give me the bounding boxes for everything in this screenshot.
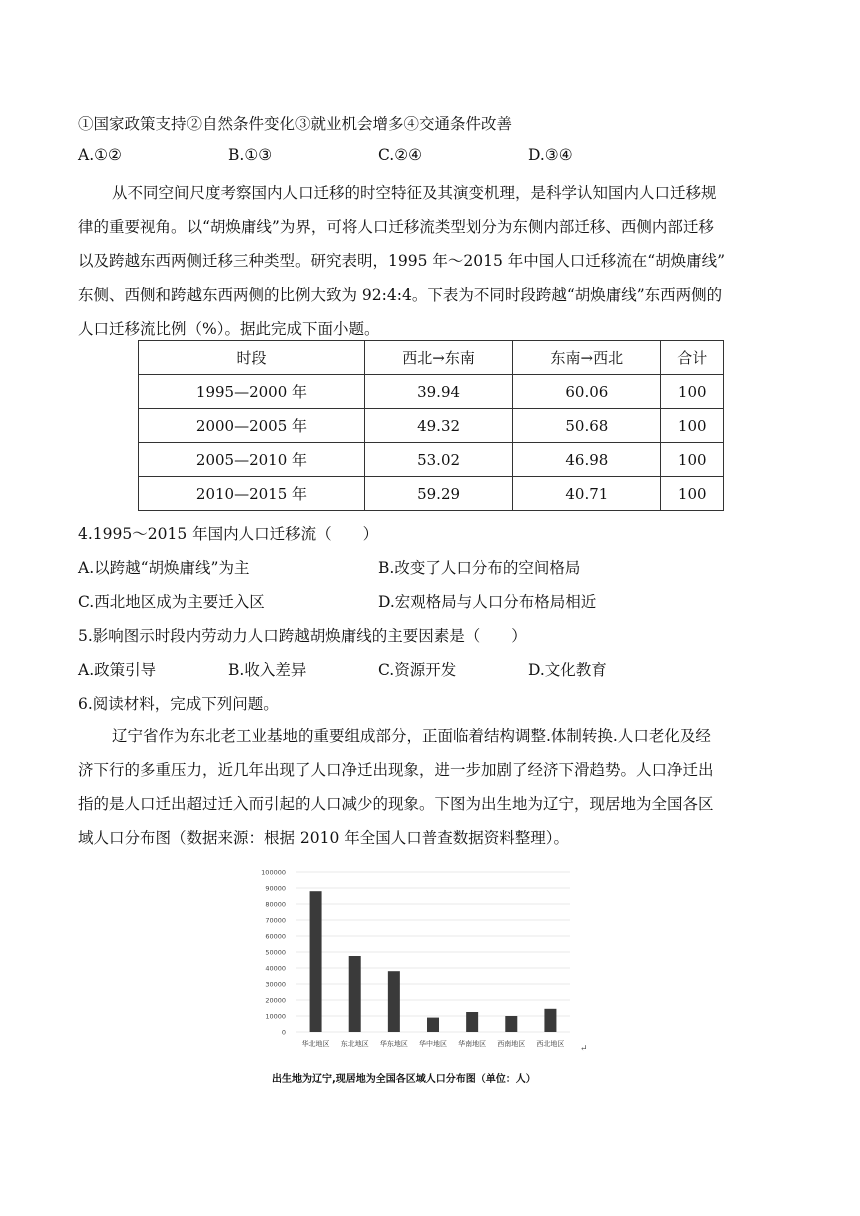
table-cell: 2000—2005 年 <box>139 409 365 443</box>
migration-ratio-table <box>138 340 724 511</box>
prev-option-d: D.③④ <box>528 146 573 164</box>
prev-option-b: B.①③ <box>228 146 273 164</box>
table-cell: 40.71 <box>513 477 661 511</box>
table-header: 合计 <box>661 341 724 375</box>
q4-option-b: B.改变了人口分布的空间格局 <box>378 559 581 577</box>
q5-option-a: A.政策引导 <box>78 661 157 679</box>
passage1-line-1: 从不同空间尺度考察国内人口迁移的时空特征及其演变机理，是科学认知国内人口迁移规 <box>112 184 717 202</box>
q4-option-a: A.以跨越“胡焕庸线”为主 <box>78 559 250 577</box>
q4-option-c: C.西北地区成为主要迁入区 <box>78 593 265 611</box>
q5-option-c: C.资源开发 <box>378 661 457 679</box>
table-cell: 53.02 <box>364 443 512 477</box>
x-tick-label: 华中地区 <box>419 1040 447 1048</box>
q5-option-d: D.文化教育 <box>528 661 607 679</box>
question-5-stem: 5.影响图示时段内劳动力人口跨越胡焕庸线的主要因素是（ ） <box>78 627 527 645</box>
table-header: 东南→西北 <box>513 341 661 375</box>
y-tick-label: 0 <box>281 1028 286 1037</box>
population-bar-chart <box>250 860 590 1060</box>
table-row <box>139 409 724 443</box>
y-tick-label: 40000 <box>265 964 286 973</box>
table-cell: 100 <box>661 375 724 409</box>
y-tick-label: 80000 <box>265 900 286 909</box>
y-tick-label: 50000 <box>265 948 286 957</box>
question-4-stem: 4.1995～2015 年国内人口迁移流（ ） <box>78 525 379 543</box>
table-cell: 60.06 <box>513 375 661 409</box>
y-tick-label: 70000 <box>265 916 286 925</box>
q5-option-b: B.收入差异 <box>228 661 307 679</box>
table-cell: 46.98 <box>513 443 661 477</box>
chart-bar <box>427 1018 439 1032</box>
table-cell: 50.68 <box>513 409 661 443</box>
table-cell: 39.94 <box>364 375 512 409</box>
table-row <box>139 443 724 477</box>
prev-option-a: A.①② <box>78 146 122 164</box>
table-header: 时段 <box>139 341 365 375</box>
prev-option-c: C.②④ <box>378 146 423 164</box>
y-tick-label: 20000 <box>265 996 286 1005</box>
table-cell: 1995—2000 年 <box>139 375 365 409</box>
x-tick-label: 华南地区 <box>458 1040 487 1048</box>
passage1-line-3: 以及跨越东西两侧迁移三种类型。研究表明，1995 年～2015 年中国人口迁移流在“胡焕庸线” <box>78 252 726 270</box>
x-tick-label: 西北地区 <box>536 1040 565 1048</box>
y-tick-label: 90000 <box>265 884 286 893</box>
table-header: 西北→东南 <box>364 341 512 375</box>
table-row <box>139 477 724 511</box>
passage1-line-2: 律的重要视角。以“胡焕庸线”为界，可将人口迁移流类型划分为东侧内部迁移、西侧内部迁移 <box>78 218 714 236</box>
x-tick-label: 西南地区 <box>497 1040 526 1048</box>
table-cell: 100 <box>661 443 724 477</box>
table-cell: 49.32 <box>364 409 512 443</box>
y-tick-label: 30000 <box>265 980 286 989</box>
passage2-line-2: 济下行的多重压力，近几年出现了人口净迁出现象，进一步加剧了经济下滑趋势。人口净迁出 <box>78 761 714 779</box>
x-tick-label: 华北地区 <box>301 1040 330 1048</box>
chart-bar <box>505 1016 517 1032</box>
x-tick-label: 华东地区 <box>379 1040 408 1048</box>
passage2-line-1: 辽宁省作为东北老工业基地的重要组成部分，正面临着结构调整.体制转换.人口老化及经 <box>112 727 711 745</box>
chart-bar <box>349 956 361 1032</box>
y-tick-label: 60000 <box>265 932 286 941</box>
chart-x-ticks <box>302 1039 565 1048</box>
chart-bar <box>310 891 322 1032</box>
passage2-line-4: 域人口分布图（数据来源：根据 2010 年全国人口普查数据资料整理）。 <box>78 829 570 847</box>
passage1-line-4: 东侧、西侧和跨越东西两侧的比例大致为 92:4:4。下表为不同时段跨越“胡焕庸线”东西两侧的 <box>78 286 723 304</box>
chart-bars <box>310 891 557 1032</box>
table-cell: 100 <box>661 409 724 443</box>
statement-options-line: ①国家政策支持②自然条件变化③就业机会增多④交通条件改善 <box>78 115 513 133</box>
table-cell: 100 <box>661 477 724 511</box>
table-row <box>139 375 724 409</box>
chart-bar <box>388 971 400 1032</box>
chart-grid <box>296 872 570 1032</box>
table-header-row <box>139 341 724 375</box>
x-tick-label: 东北地区 <box>340 1040 369 1048</box>
table-cell: 59.29 <box>364 477 512 511</box>
passage1-line-5: 人口迁移流比例（%）。据此完成下面小题。 <box>78 320 380 338</box>
chart-bar <box>466 1012 478 1032</box>
passage2-line-3: 指的是人口迁出超过迁入而引起的人口减少的现象。下图为出生地为辽宁，现居地为全国各区 <box>78 795 714 813</box>
q4-option-d: D.宏观格局与人口分布格局相近 <box>378 593 597 611</box>
paragraph-mark: ↵ <box>580 1044 588 1054</box>
y-tick-label: 10000 <box>265 1012 286 1021</box>
question-6-stem: 6.阅读材料，完成下列问题。 <box>78 695 279 713</box>
table-cell: 2005—2010 年 <box>139 443 365 477</box>
y-tick-label: 100000 <box>261 868 286 877</box>
chart-caption: 出生地为辽宁,现居地为全国各区域人口分布图（单位：人） <box>272 1074 536 1085</box>
table-cell: 2010—2015 年 <box>139 477 365 511</box>
chart-bar <box>544 1009 556 1032</box>
chart-y-ticks <box>261 869 286 1037</box>
